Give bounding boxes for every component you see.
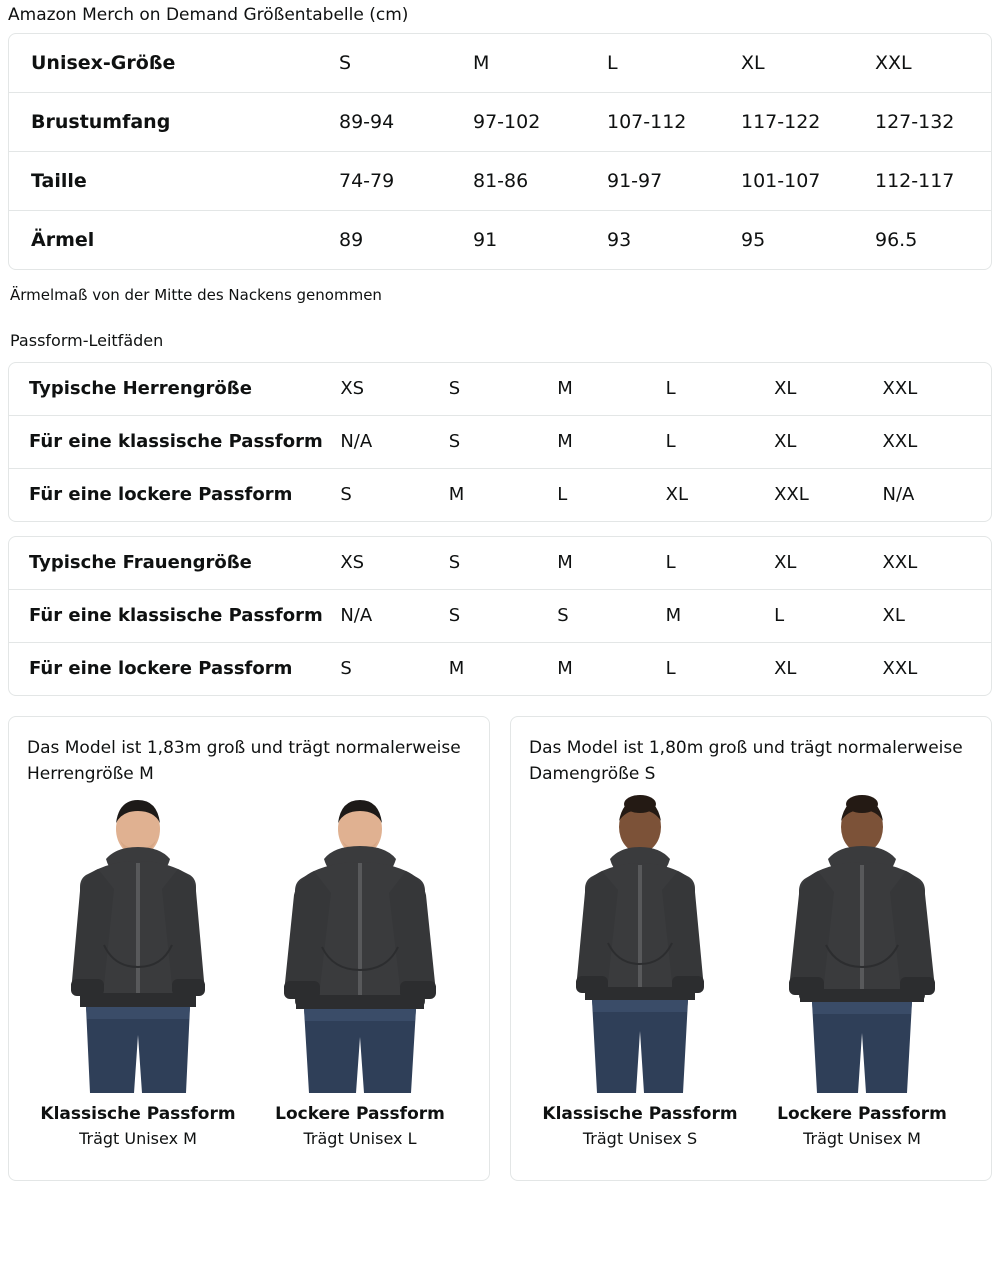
row-label: Für eine lockere Passform <box>29 484 293 505</box>
cell-value: L <box>774 605 785 626</box>
fit-size: Trägt Unisex M <box>803 1129 921 1148</box>
female-model-classic-illustration <box>540 793 740 1093</box>
cell-value: XXL <box>882 658 918 679</box>
fit-size: Trägt Unisex L <box>303 1129 417 1148</box>
female-model-relaxed-illustration <box>762 793 962 1093</box>
cell-value: 101-107 <box>741 170 821 192</box>
cell-value: XL <box>774 378 797 399</box>
cell-value: XL <box>882 605 905 626</box>
row-label: Ärmel <box>31 229 95 251</box>
cell-value: L <box>665 658 676 679</box>
fit-name: Klassische Passform <box>40 1104 236 1124</box>
model-panel-womens <box>510 716 992 1181</box>
cell-value: 81-86 <box>473 170 529 192</box>
cell-value: N/A <box>340 605 373 626</box>
cell-value: L <box>665 378 676 399</box>
cell-value: XS <box>340 552 365 573</box>
cell-value: M <box>557 658 573 679</box>
measurement-table <box>9 34 992 269</box>
figure-classic-fit-male <box>31 793 244 1093</box>
cell-value: M <box>448 484 465 505</box>
figure-label-relaxed <box>249 1101 471 1151</box>
mens-fit-table-card <box>8 362 992 522</box>
model-figures <box>27 793 471 1093</box>
male-model-classic-illustration <box>38 793 238 1093</box>
cell-value: XXL <box>774 484 809 505</box>
fit-guides-heading: Passform-Leitfäden <box>10 331 164 350</box>
fit-size: Trägt Unisex S <box>582 1129 698 1148</box>
table-row <box>9 643 991 696</box>
cell-value: M <box>557 378 573 399</box>
mens-fit-table <box>9 363 991 521</box>
row-label: Für eine lockere Passform <box>29 658 293 679</box>
figure-label-classic <box>529 1101 751 1151</box>
table-row <box>9 211 992 270</box>
cell-value: M <box>665 605 682 626</box>
model-panel-mens <box>8 716 490 1181</box>
male-model-relaxed-illustration <box>260 793 460 1093</box>
fit-name: Klassische Passform <box>542 1104 738 1124</box>
cell-value: XXL <box>882 431 918 452</box>
cell-value: S <box>557 605 569 626</box>
row-label: Typische Herrengröße <box>29 378 252 399</box>
cell-value: L <box>557 484 568 505</box>
row-label: Unisex-Größe <box>31 52 176 74</box>
row-label: Typische Frauengröße <box>29 552 252 573</box>
cell-value: 95 <box>741 229 766 251</box>
cell-value: S <box>340 484 352 505</box>
cell-value: 107-112 <box>607 111 687 133</box>
cell-value: 74-79 <box>339 170 395 192</box>
cell-value: N/A <box>882 484 915 505</box>
cell-value: S <box>340 658 352 679</box>
table-row <box>9 590 991 643</box>
table-row <box>9 152 992 211</box>
measurement-table-card <box>8 33 992 270</box>
cell-value: 89 <box>339 229 364 251</box>
cell-value: XS <box>340 378 365 399</box>
fit-name: Lockere Passform <box>275 1104 445 1124</box>
cell-value: S <box>448 431 461 452</box>
cell-value: 89-94 <box>339 111 395 133</box>
cell-value: S <box>448 378 461 399</box>
cell-value: XL <box>774 552 797 573</box>
row-label: Taille <box>31 170 87 192</box>
figure-relaxed-fit-male <box>253 793 466 1093</box>
table-row <box>9 537 991 590</box>
table-row <box>9 363 991 416</box>
table-row <box>9 34 992 93</box>
table-row <box>9 93 992 152</box>
cell-value: XXL <box>882 378 918 399</box>
figure-labels <box>529 1101 973 1151</box>
womens-fit-table <box>9 537 991 695</box>
page-title: Amazon Merch on Demand Größentabelle (cm) <box>8 5 409 25</box>
model-figures <box>529 793 973 1093</box>
cell-value: L <box>665 552 676 573</box>
cell-value: M <box>448 658 465 679</box>
cell-value: XL <box>741 52 765 74</box>
cell-value: S <box>448 605 461 626</box>
cell-value: XL <box>665 484 689 505</box>
figure-label-relaxed <box>751 1101 973 1151</box>
cell-value: XXL <box>882 552 918 573</box>
cell-value: 91 <box>473 229 498 251</box>
figure-labels <box>27 1101 471 1151</box>
figure-relaxed-fit-female <box>755 793 968 1093</box>
cell-value: 97-102 <box>473 111 541 133</box>
sleeve-measurement-note: Ärmelmaß von der Mitte des Nackens genommen <box>10 286 382 304</box>
cell-value: L <box>665 431 676 452</box>
cell-value: XL <box>774 658 797 679</box>
cell-value: 127-132 <box>875 111 955 133</box>
row-label: Für eine klassische Passform <box>29 605 323 626</box>
cell-value: S <box>448 552 461 573</box>
cell-value: M <box>557 552 573 573</box>
fit-name: Lockere Passform <box>777 1104 947 1124</box>
model-panels <box>8 716 992 1181</box>
cell-value: M <box>473 52 490 74</box>
cell-value: 96.5 <box>875 229 918 251</box>
cell-value: 91-97 <box>607 170 663 192</box>
womens-fit-table-card <box>8 536 992 696</box>
cell-value: M <box>557 431 573 452</box>
cell-value: N/A <box>340 431 373 452</box>
table-row <box>9 416 991 469</box>
cell-value: 93 <box>607 229 632 251</box>
row-label: Für eine klassische Passform <box>29 431 323 452</box>
model-caption: Das Model ist 1,83m groß und trägt normalerweise Herrengröße M <box>27 738 461 784</box>
cell-value: 117-122 <box>741 111 821 133</box>
model-caption: Das Model ist 1,80m groß und trägt normalerweise Damengröße S <box>529 738 963 784</box>
figure-classic-fit-female <box>533 793 746 1093</box>
figure-label-classic <box>27 1101 249 1151</box>
fit-size: Trägt Unisex M <box>79 1129 197 1148</box>
table-row <box>9 469 991 522</box>
row-label: Brustumfang <box>31 111 171 133</box>
cell-value: XXL <box>875 52 912 74</box>
cell-value: S <box>339 52 352 74</box>
cell-value: XL <box>774 431 797 452</box>
cell-value: L <box>607 52 618 74</box>
cell-value: 112-117 <box>875 170 955 192</box>
